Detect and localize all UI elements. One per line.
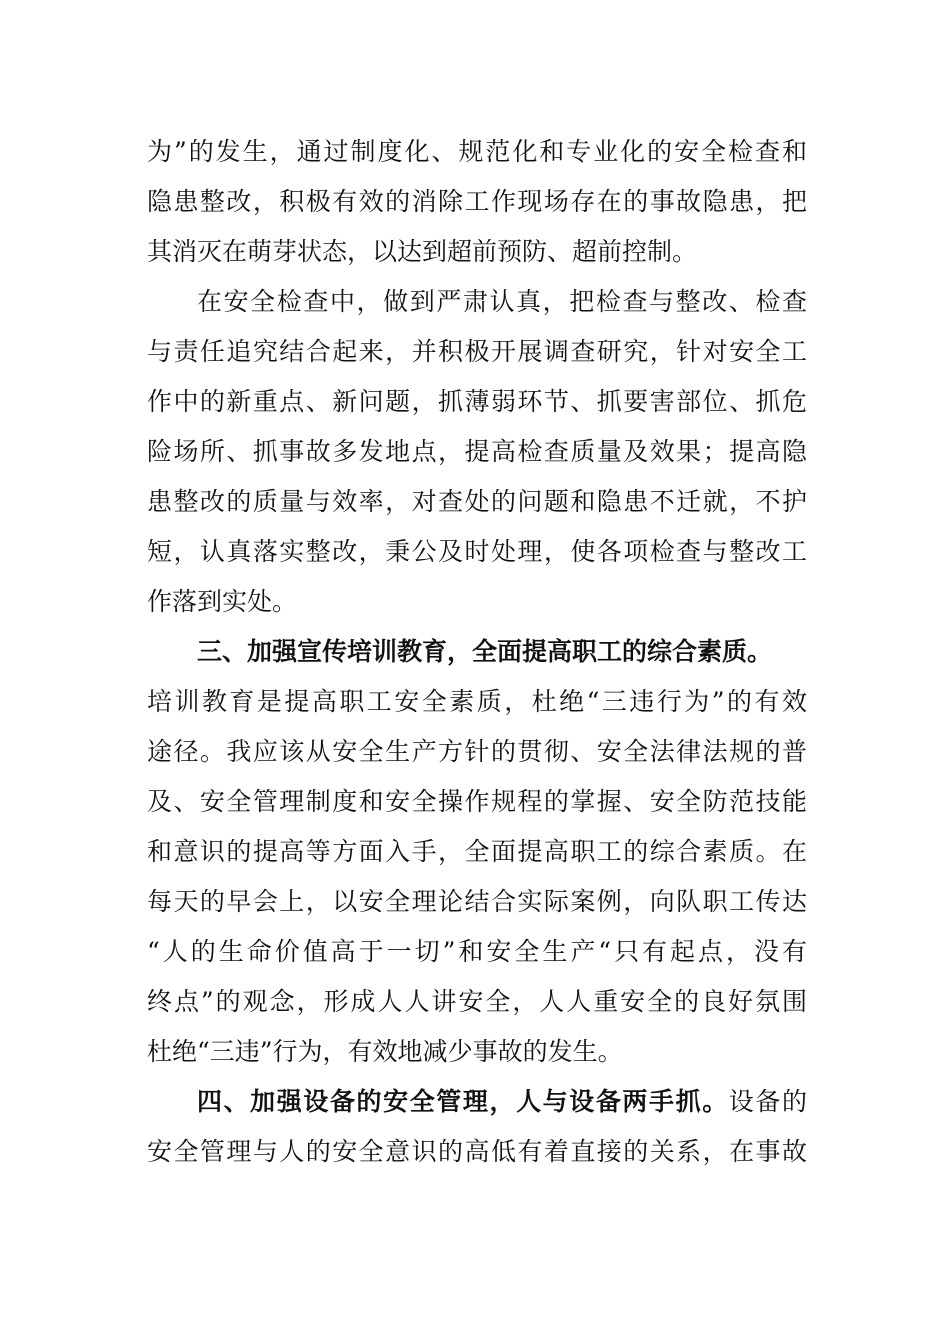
paragraph-line: “人的生命价值高于一切”和安全生产“只有起点，没有 bbox=[147, 937, 807, 966]
paragraph-text: 设备的 bbox=[728, 1087, 807, 1116]
paragraph-line: 为”的发生，通过制度化、规范化和专业化的安全检查和 bbox=[147, 137, 807, 166]
paragraph-line: 短，认真落实整改，秉公及时处理，使各项检查与整改工 bbox=[147, 537, 807, 566]
paragraph-line: 杜绝“三违”行为，有效地减少事故的发生。 bbox=[147, 1037, 623, 1066]
paragraph-line: 每天的早会上，以安全理论结合实际案例，向队职工传达 bbox=[147, 887, 807, 916]
section-heading: 三、加强宣传培训教育，全面提高职工的综合素质。 bbox=[197, 637, 773, 666]
paragraph-line: 和意识的提高等方面入手，全面提高职工的综合素质。在 bbox=[147, 837, 807, 866]
paragraph-line: 作落到实处。 bbox=[147, 587, 298, 616]
paragraph-line: 培训教育是提高职工安全素质，杜绝“三违行为”的有效 bbox=[147, 687, 807, 716]
paragraph-line: 及、安全管理制度和安全操作规程的掌握、安全防范技能 bbox=[147, 787, 807, 816]
section-heading-line bbox=[197, 1087, 807, 1117]
paragraph-line: 险场所、抓事故多发地点，提高检查质量及效果；提高隐 bbox=[147, 437, 807, 466]
paragraph-line: 途径。我应该从安全生产方针的贯彻、安全法律法规的普 bbox=[147, 737, 807, 766]
section-heading: 四、加强设备的安全管理，人与设备两手抓。 bbox=[197, 1087, 729, 1116]
paragraph-line: 作中的新重点、新问题，抓薄弱环节、抓要害部位、抓危 bbox=[147, 387, 807, 416]
paragraph-line: 安全管理与人的安全意识的高低有着直接的关系，在事故 bbox=[147, 1137, 807, 1166]
paragraph-line: 隐患整改，积极有效的消除工作现场存在的事故隐患，把 bbox=[147, 187, 807, 216]
paragraph-line: 与责任追究结合起来，并积极开展调查研究，针对安全工 bbox=[147, 337, 807, 366]
paragraph-line: 在安全检查中，做到严肃认真，把检查与整改、检查 bbox=[197, 287, 807, 316]
paragraph-line: 终点”的观念，形成人人讲安全，人人重安全的良好氛围 bbox=[147, 987, 807, 1016]
paragraph-line: 患整改的质量与效率，对查处的问题和隐患不迁就，不护 bbox=[147, 487, 807, 516]
paragraph-line: 其消灭在萌芽状态，以达到超前预防、超前控制。 bbox=[147, 237, 698, 266]
